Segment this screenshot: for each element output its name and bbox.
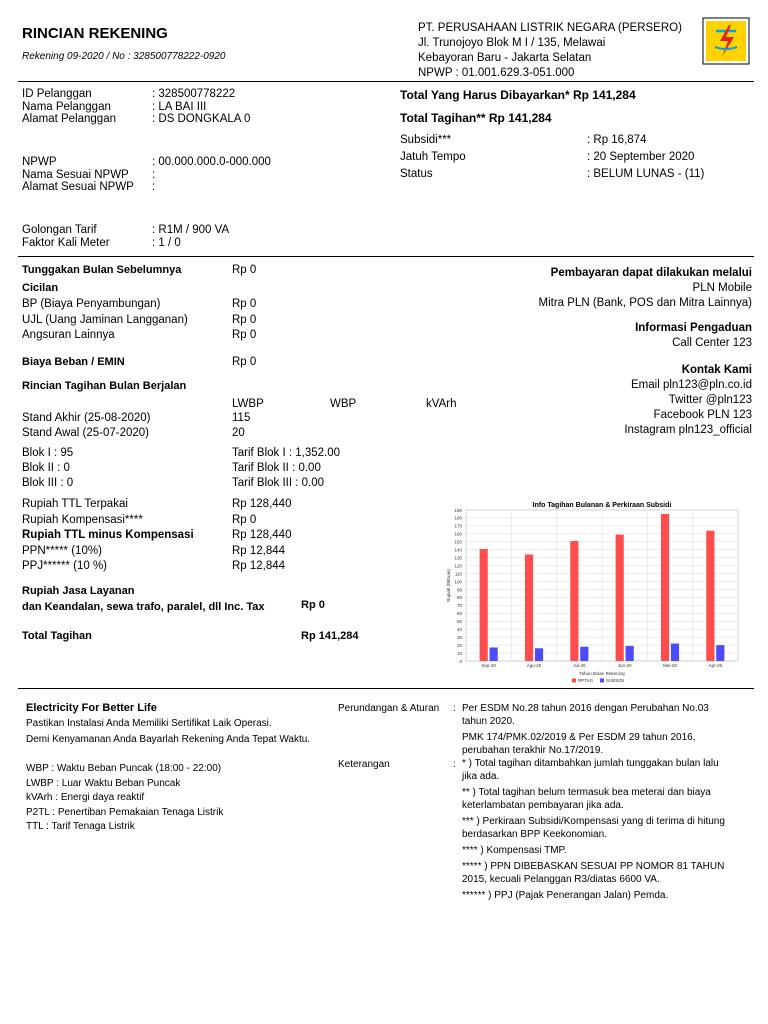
chart-y-label: Rupiah (Ribuan)	[446, 569, 451, 602]
chart-bar-subsidi	[626, 646, 634, 661]
pln-logo-icon	[702, 17, 750, 65]
contact-instagram[interactable]: Instagram pln123_official	[624, 424, 752, 436]
chart-bar-subsidi	[535, 648, 543, 661]
npwp-values	[152, 156, 271, 194]
regulation-list	[462, 702, 709, 757]
reg-2b: perubahan terakhir No.17/2019.	[462, 745, 604, 756]
ket-5b: 2015, kecuali Pelanggan R3/diatas 6600 VA.	[462, 874, 660, 885]
contact-email[interactable]: Email pln123@pln.co.id	[631, 379, 752, 391]
chart-y-tick: 70	[456, 603, 462, 609]
chart-y-tick: 190	[454, 507, 462, 513]
keterangan-list	[462, 757, 725, 902]
ppj-value: Rp 12,844	[232, 560, 286, 572]
chart-bar-rptag	[570, 541, 578, 661]
tarif-blok-1: Tarif Blok I : 1,352.00	[232, 447, 341, 459]
company-name: PT. PERUSAHAAN LISTRIK NEGARA (PERSERO)	[418, 22, 682, 34]
chart-x-tick: Apr-20	[708, 663, 723, 668]
rincian-label: Rincian Tagihan Bulan Berjalan	[22, 380, 187, 392]
chart-bar-subsidi	[671, 644, 679, 661]
due-date-value: : 20 September 2020	[587, 151, 695, 163]
status-label: Status	[400, 168, 433, 180]
tarif-blok-values	[232, 446, 340, 491]
chart-x-tick: Jun-20	[617, 663, 632, 668]
ttl-minus-komp-label: Rupiah TTL minus Kompensasi	[22, 529, 194, 541]
ujl-label: UJL (Uang Jaminan Langganan)	[22, 313, 188, 326]
tariff-label: Golongan Tarif	[22, 224, 97, 236]
subsidi-value: : Rp 16,874	[587, 134, 647, 146]
jasa-label	[22, 583, 264, 615]
npwp-labels	[22, 156, 134, 194]
blok-1: Blok I : 95	[22, 447, 74, 459]
ket-6: ****** ) PPJ (Pajak Penerangan Jalan) Pemda.	[462, 890, 669, 901]
chart-y-tick: 130	[454, 555, 462, 561]
factor-label: Faktor Kali Meter	[22, 237, 110, 249]
contact-block	[539, 266, 752, 438]
stand-awal-label: Stand Awal (25-07-2020)	[22, 427, 150, 439]
bp-value: Rp 0	[232, 298, 257, 310]
slogan: Electricity For Better Life	[26, 702, 157, 714]
total-bill: Total Tagihan** Rp 141,284	[400, 111, 552, 125]
jasa-label-1: Rupiah Jasa Layanan	[22, 585, 135, 597]
npwp-name-label: Nama Sesuai NPWP	[22, 168, 129, 181]
chart-bar-subsidi	[490, 647, 498, 661]
total-due: Total Yang Harus Dibayarkan* Rp 141,284	[400, 88, 636, 102]
ket-2a: ** ) Total tagihan belum termasuk bea meterai dan biaya	[462, 787, 711, 798]
stand-akhir-label: Stand Akhir (25-08-2020)	[22, 412, 151, 424]
chart-y-tick: 50	[456, 619, 462, 625]
rupiah-values	[232, 497, 291, 575]
reg-1b: tahun 2020.	[462, 716, 515, 727]
summary-labels	[400, 132, 466, 183]
ppj-label: PPJ****** (10 %)	[22, 560, 108, 572]
chart-legend-label: RPTAG	[578, 678, 594, 683]
chart-bar-subsidi	[580, 647, 588, 661]
tariff-value: : R1M / 900 VA	[152, 224, 230, 236]
blok-labels	[22, 446, 73, 491]
payment-mitra: Mitra PLN (Bank, POS dan Mitra Lainnya)	[538, 297, 752, 309]
regulation-colon: :	[453, 703, 456, 714]
call-center: Call Center 123	[672, 337, 752, 349]
chart-legend-swatch	[600, 679, 604, 683]
glossary-ttl: TTL : Tarif Tenaga Listrik	[26, 821, 135, 832]
cicilan-values	[232, 297, 256, 344]
customer-values	[152, 88, 250, 126]
bp-label: BP (Biaya Penyambungan)	[22, 298, 161, 310]
chart-y-tick: 20	[456, 642, 462, 648]
arrears-value: Rp 0	[232, 264, 257, 276]
chart-y-tick: 180	[454, 515, 462, 521]
chart-y-tick: 90	[456, 587, 462, 593]
chart-x-tick: Agu-20	[526, 663, 542, 668]
name-value: : LA BAI III	[152, 100, 207, 113]
ket-5a: ***** ) PPN DIBEBASKAN SESUAI PP NOMOR 81 TAHUN	[462, 861, 725, 872]
keterangan-label: Keterangan	[338, 759, 390, 770]
ujl-value: Rp 0	[232, 313, 257, 326]
ttl-value: Rp 128,440	[232, 498, 292, 510]
blok-3: Blok III : 0	[22, 477, 74, 489]
id-label: ID Pelanggan	[22, 88, 92, 100]
npwp-name-value: :	[152, 168, 156, 181]
total-tagihan-value: Rp 141,284	[301, 630, 359, 642]
chart-legend-label: SUBSIDI	[606, 678, 625, 683]
chart-y-tick: 60	[456, 611, 462, 617]
col-kvarh: kVArh	[426, 398, 457, 410]
company-info	[418, 21, 682, 81]
angsuran-value: Rp 0	[232, 329, 257, 341]
glossary-lwbp: LWBP : Luar Waktu Beban Puncak	[26, 777, 181, 789]
chart-x-tick: Jul-20	[573, 663, 586, 668]
status-value: : BELUM LUNAS - (11)	[587, 168, 705, 180]
blok-2: Blok II : 0	[22, 462, 70, 474]
company-address-1: Jl. Trunojoyo Blok M I / 135, Melawai	[418, 37, 606, 49]
ket-3b: berdasarkan BPP Keekonomian.	[462, 829, 607, 840]
payment-pln-mobile: PLN Mobile	[692, 282, 752, 294]
glossary-p2tl: P2TL : Penertiban Pemakaian Tenaga Listrik	[26, 806, 224, 818]
footer-notes	[26, 716, 310, 748]
chart-y-tick: 100	[454, 579, 462, 585]
company-npwp: NPWP : 01.001.629.3-051.000	[418, 67, 575, 79]
ppn-label: PPN***** (10%)	[22, 544, 102, 557]
npwp-value: : 00.000.000.0-000.000	[152, 156, 271, 168]
total-tagihan-label: Total Tagihan	[22, 630, 92, 642]
summary-values	[587, 132, 704, 183]
contact-twitter[interactable]: Twitter @pln123	[668, 394, 752, 406]
glossary-wbp: WBP : Waktu Beban Puncak (18:00 - 22:00)	[26, 763, 222, 774]
billing-chart	[438, 498, 744, 690]
chart-x-tick: Sep-20	[481, 663, 496, 668]
npwp-label: NPWP	[22, 156, 57, 168]
chart-y-tick: 120	[454, 563, 462, 569]
ket-1a: * ) Total tagihan ditambahkan jumlah tunggakan bulan lalu	[462, 758, 719, 769]
chart-bar-rptag	[706, 531, 714, 661]
npwp-address-label: Alamat Sesuai NPWP	[22, 181, 134, 193]
ttl-label: Rupiah TTL Terpakai	[22, 498, 128, 510]
tariff-values	[152, 224, 229, 250]
subsidi-label: Subsidi***	[400, 134, 452, 146]
glossary-kvarh: kVArh : Energi daya reaktif	[26, 792, 145, 803]
ppn-value: Rp 12,844	[232, 544, 286, 557]
tarif-blok-2: Tarif Blok II : 0.00	[232, 462, 321, 474]
note-1: Pastikan Instalasi Anda Memiliki Sertifikat Laik Operasi.	[26, 718, 272, 729]
customer-labels	[22, 88, 116, 126]
cicilan-items	[22, 297, 188, 344]
stand-labels	[22, 411, 151, 441]
chart-x-tick: Mei-20	[663, 663, 677, 668]
npwp-address-value: :	[152, 181, 156, 193]
chart-y-tick: 150	[454, 539, 462, 545]
bill-number: Rekening 09-2020 / No : 328500778222-0920	[22, 51, 226, 62]
glossary	[26, 762, 223, 835]
angsuran-label: Angsuran Lainnya	[22, 329, 115, 341]
ket-2b: keterlambatan pembayaran jika ada.	[462, 800, 624, 811]
payment-title: Pembayaran dapat dilakukan melalui	[550, 267, 752, 279]
chart-title: Info Tagihan Bulanan & Perkiraan Subsidi	[532, 502, 672, 509]
reg-2a: PMK 174/PMK.02/2019 & Per ESDM 29 tahun 2016,	[462, 732, 696, 743]
tarif-blok-3: Tarif Blok III : 0.00	[232, 477, 325, 489]
contact-title: Kontak Kami	[681, 364, 752, 376]
complaint-title: Informasi Pengaduan	[635, 322, 752, 334]
chart-y-tick: 80	[456, 595, 462, 601]
rupiah-labels	[22, 497, 194, 575]
page-title: RINCIAN REKENING	[22, 25, 168, 42]
chart-legend-swatch	[572, 679, 576, 683]
chart-y-tick: 0	[459, 658, 462, 664]
address-value: : DS DONGKALA 0	[152, 113, 251, 125]
komp-label: Rupiah Kompensasi****	[22, 513, 143, 526]
contact-facebook[interactable]: Facebook PLN 123	[653, 409, 752, 421]
reg-1a: Per ESDM No.28 tahun 2016 dengan Perubahan No.03	[462, 703, 709, 714]
stand-akhir-value: 115	[232, 412, 251, 424]
ket-3a: *** ) Perkiraan Subsidi/Kompensasi yang di terima di hitung	[462, 816, 725, 827]
stand-awal-value: 20	[232, 427, 245, 439]
cicilan-label: Cicilan	[22, 282, 59, 294]
komp-value: Rp 0	[232, 513, 257, 526]
due-date-label: Jatuh Tempo	[400, 151, 466, 163]
chart-bar-subsidi	[716, 645, 724, 661]
id-value: : 328500778222	[152, 88, 236, 100]
chart-bar-rptag	[616, 535, 624, 661]
note-2: Demi Kenyamanan Anda Bayarlah Rekening Anda Tepat Waktu.	[26, 734, 311, 745]
jasa-value: Rp 0	[301, 599, 325, 611]
beban-label: Biaya Beban / EMIN	[22, 356, 125, 368]
arrears-label: Tunggakan Bulan Sebelumnya	[22, 264, 182, 276]
jasa-label-2: dan Keandalan, sewa trafo, paralel, dll Inc. Tax	[22, 601, 265, 613]
chart-y-tick: 160	[454, 531, 462, 537]
company-address-2: Kebayoran Baru - Jakarta Selatan	[418, 52, 592, 64]
factor-value: : 1 / 0	[152, 237, 181, 249]
beban-value: Rp 0	[232, 356, 257, 368]
regulation-label: Perundangan & Aturan	[338, 703, 440, 714]
chart-bar-rptag	[525, 555, 533, 661]
chart-y-tick: 10	[456, 650, 462, 656]
col-wbp: WBP	[330, 398, 357, 410]
chart-y-tick: 110	[454, 571, 462, 577]
tariff-labels	[22, 224, 110, 250]
chart-y-tick: 170	[454, 523, 462, 529]
ttl-minus-komp-value: Rp 128,440	[232, 529, 292, 541]
ket-1b: jika ada.	[462, 771, 500, 782]
chart-y-tick: 40	[456, 627, 462, 633]
chart-y-tick: 140	[454, 547, 462, 553]
chart-bar-rptag	[480, 549, 488, 661]
chart-y-tick: 30	[456, 634, 462, 640]
name-label: Nama Pelanggan	[22, 100, 111, 113]
address-label: Alamat Pelanggan	[22, 113, 116, 125]
col-lwbp: LWBP	[232, 398, 264, 410]
stand-values	[232, 411, 250, 441]
chart-bar-rptag	[661, 514, 669, 661]
keterangan-colon: :	[453, 759, 456, 770]
chart-x-label: Tahun Bulan Rekening	[579, 671, 625, 676]
ket-4: **** ) Kompensasi TMP.	[462, 845, 567, 856]
